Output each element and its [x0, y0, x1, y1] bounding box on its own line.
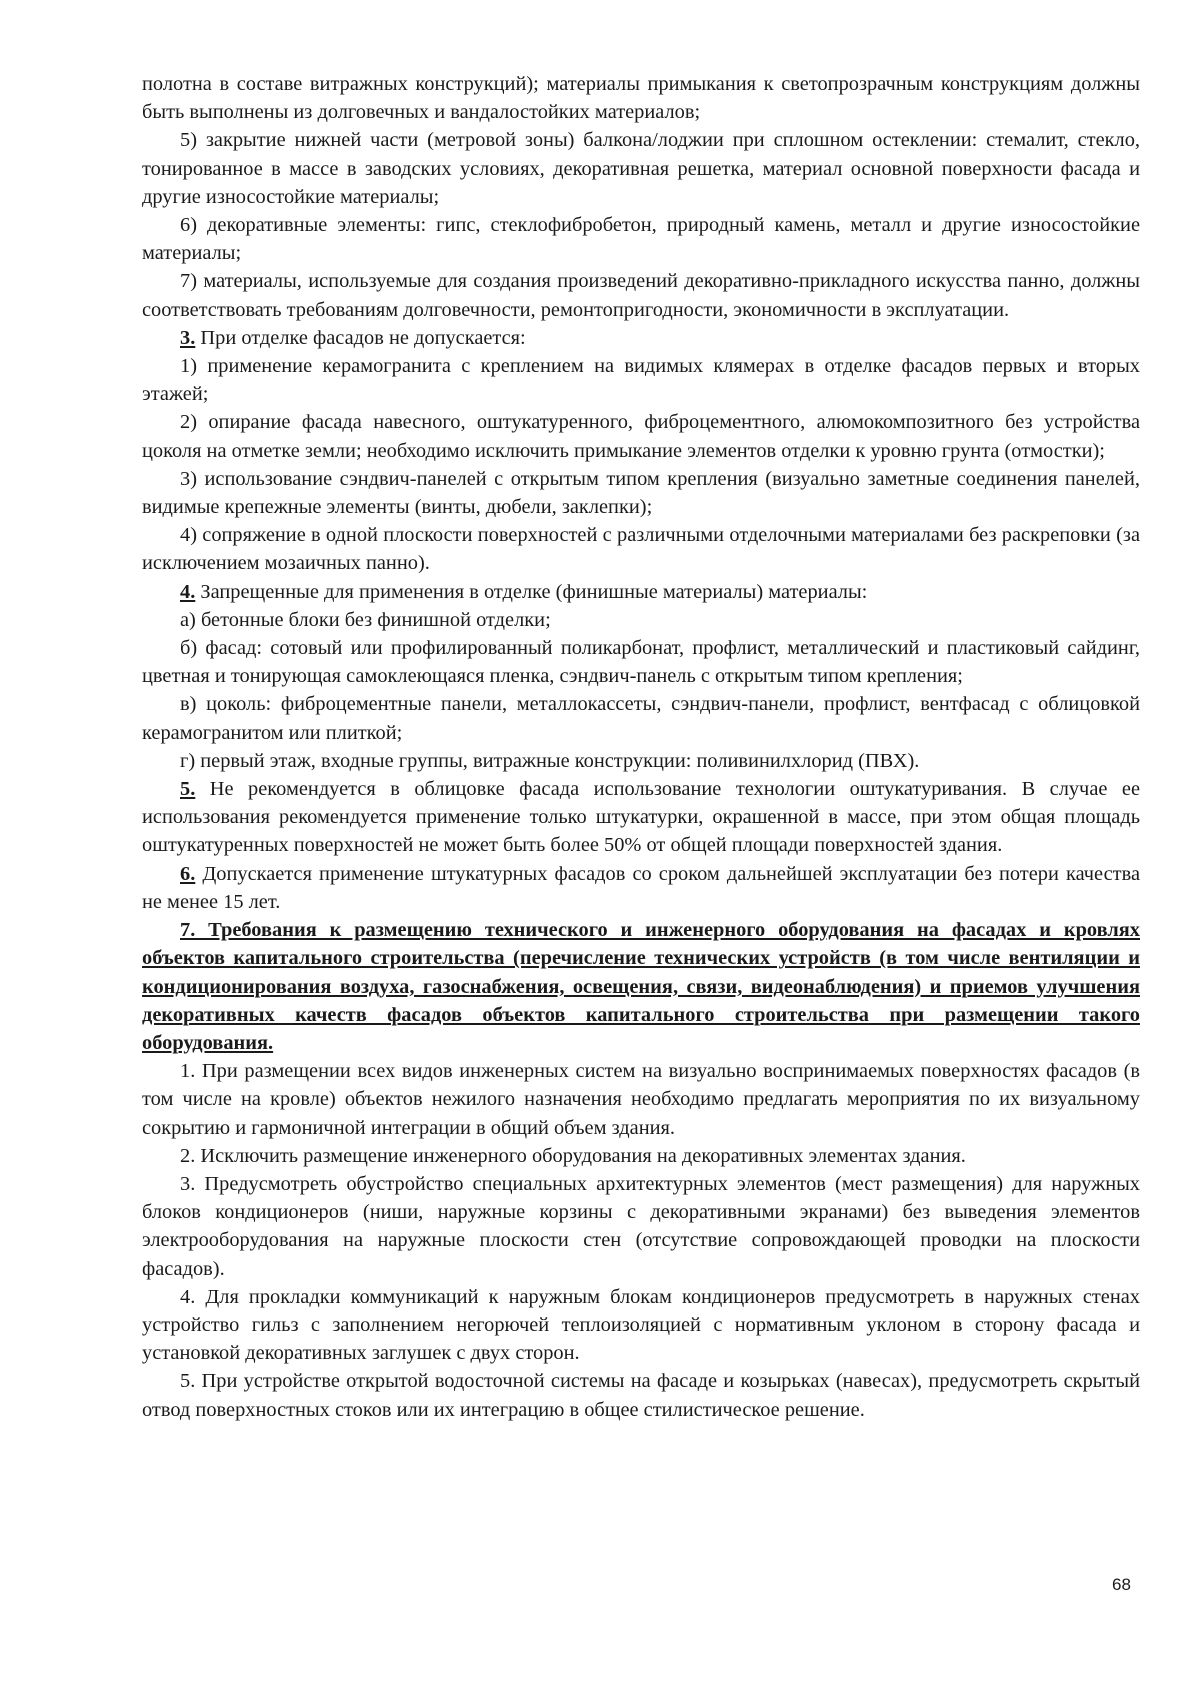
section-3-item-4: 4) сопряжение в одной плоскости поверхностей с различными отделочными материалами без раскреповки (за исключением мозаичных панно). [142, 524, 1140, 575]
section-4-number: 4. [180, 580, 196, 603]
section-6-text: Допускается применение штукатурных фасадов со сроком дальнейшей эксплуатации без потери качества не менее 15 лет. [142, 862, 1140, 913]
section-6 [142, 860, 1140, 916]
section-7-item-3: 3. Предусмотреть обустройство специальных архитектурных элементов (мест размещения) для наружных блоков кондиционеров (ниши, наружные корзины с декоративными экранами) без выведения элементов электрооборудования на наружные плоскости стен (отсутствие сопровождающей проводки на плоскости фасадов). [142, 1172, 1140, 1280]
section-7-item-5: 5. При устройстве открытой водосточной системы на фасаде и козырьках (навесах), предусмотреть скрытый отвод поверхностных стоков или их интеграцию в общее стилистическое решение. [142, 1370, 1140, 1421]
section-4-intro [142, 578, 1140, 606]
section-3-item-3: 3) использование сэндвич-панелей с открытым типом крепления (визуально заметные соединения панелей, видимые крепежные элементы (винты, дюбели, заклепки); [142, 467, 1140, 519]
section-3-number: 3. [180, 326, 196, 349]
section-5-text: Не рекомендуется в облицовке фасада использование технологии оштукатуривания. В случае ее использования рекомендуется применение только штукатурки, окрашенной в массе, при этом общая площадь оштукатуренных поверхностей не может быть более 50% от общей площади поверхностей здания. [142, 778, 1140, 857]
section-7-heading: 7. Требования к размещению технического и инженерного оборудования на фасадах и кровлях объектов капитального строительства (перечисление технических устройств (в том числе вентиляции и кондиционирования воздуха, газоснабжения, освещения, связи, видеонаблюдения) и приемов улучшения декоративных качеств фасадов объектов капитального строительства при размещении такого оборудования. [142, 919, 1140, 1054]
section-4-item-v: в) цоколь: фиброцементные панели, металлокассеты, сэндвич-панели, профлист, вентфасад с облицовкой керамогранитом или плиткой; [142, 693, 1140, 744]
section-7-item-2: 2. Исключить размещение инженерного оборудования на декоративных элементах здания. [180, 1144, 966, 1167]
section-3-item-1: 1) применение керамогранита с креплением на видимых клямерах в отделке фасадов первых и вторых этажей; [142, 355, 1140, 406]
section-4-item-g: г) первый этаж, входные группы, витражные конструкции: поливинилхлорид (ПВХ). [180, 749, 920, 772]
page-number: 68 [1112, 1575, 1131, 1594]
section-5 [142, 775, 1140, 860]
section-4-item-b: б) фасад: сотовый или профилированный поликарбонат, профлист, металлический и пластиковый сайдинг, цветная и тонирующая самоклеющаяся пленка, сэндвич-панель с открытым типом крепления; [142, 637, 1140, 688]
section-7-item-1: 1. При размещении всех видов инженерных систем на визуально воспринимаемых поверхностях фасадов (в том числе на кровле) объектов нежилого назначения необходимо предлагать мероприятия по их визуальному сокрытию и гармоничной интеграции в общий объем здания. [142, 1060, 1140, 1139]
list-item-5: 5) закрытие нижней части (метровой зоны) балкона/лоджии при сплошном остеклении: стемалит, стекло, тонированное в массе в заводских условиях, декоративная решетка, материал основной поверхности фасада и другие износостойкие материалы; [142, 129, 1140, 208]
paragraph-continuation: полотна в составе витражных конструкций); материалы примыкания к светопрозрачным конструкциям должны быть выполнены из долговечных и вандалостойких материалов; [142, 73, 1140, 124]
section-4-text: Запрещенные для применения в отделке (финишные материалы) материалы: [195, 580, 868, 603]
section-3-text: При отделке фасадов не допускается: [195, 326, 526, 349]
section-6-number: 6. [180, 862, 196, 885]
section-3-intro [142, 324, 1140, 352]
section-7-item-4: 4. Для прокладки коммуникаций к наружным блокам кондиционеров предусмотреть в наружных стенах устройство гильз с заполнением негорючей теплоизоляцией с нормативным уклоном в сторону фасада и установкой декоративных заглушек с двух сторон. [142, 1285, 1140, 1365]
section-4-item-a: а) бетонные блоки без финишной отделки; [180, 608, 551, 631]
section-5-number: 5. [180, 778, 196, 801]
list-item-6: 6) декоративные элементы: гипс, стеклофибробетон, природный камень, металл и другие износостойкие материалы; [142, 214, 1140, 265]
document-page [142, 70, 1140, 1424]
section-3-item-2: 2) опирание фасада навесного, оштукатуренного, фиброцементного, алюмокомпозитного без устройства цоколя на отметке земли; необходимо исключить примыкание элементов отделки к уровню грунта (отмостки); [142, 411, 1140, 462]
list-item-7: 7) материалы, используемые для создания произведений декоративно-прикладного искусства панно, должны соответствовать требованиям долговечности, ремонтопригодности, экономичности в эксплуатации. [142, 270, 1140, 321]
